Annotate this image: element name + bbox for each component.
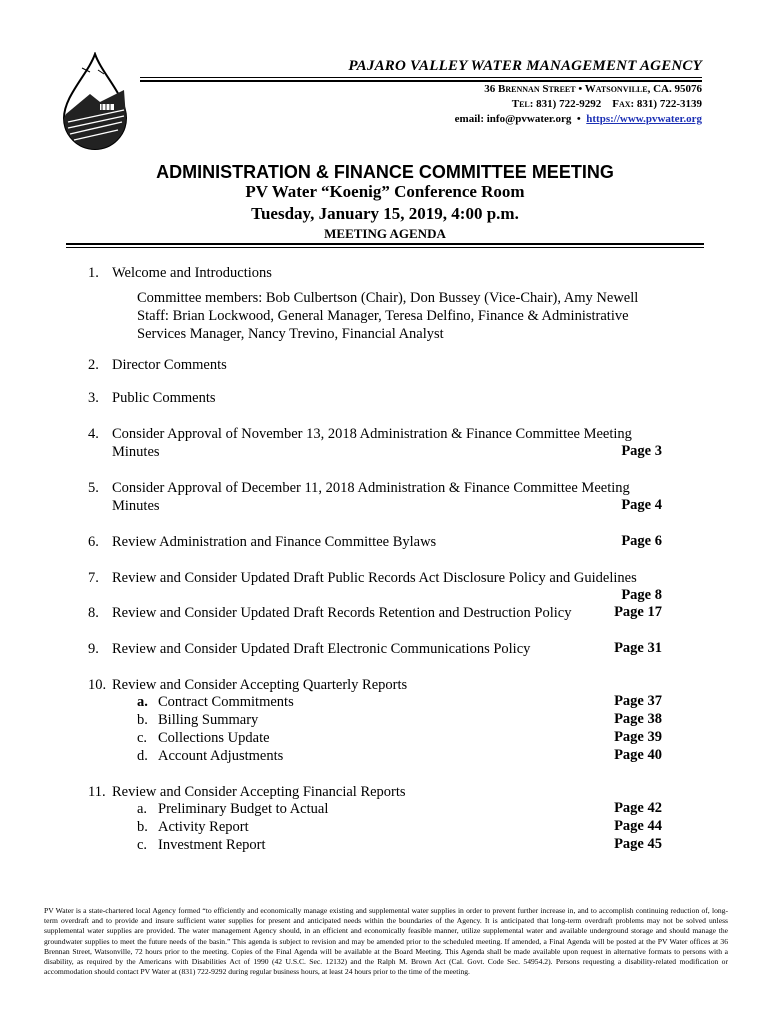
agenda-item-6-page: Page 6 [621, 533, 662, 549]
agency-fax: Fax: 831) 722-3139 [612, 98, 702, 110]
agenda-item-6: 6. Review Administration and Finance Committee Bylaws [88, 534, 437, 550]
agenda-item-5: 5. Consider Approval of December 11, 2018 Administration & Finance Committee Meeting [88, 480, 630, 496]
agenda-item-9-page: Page 31 [614, 640, 662, 656]
title-divider [66, 243, 704, 245]
agenda-item-2: 2. Director Comments [88, 357, 227, 373]
agenda-item-10a: a. Contract Commitments [137, 694, 294, 710]
agenda-item-9: 9. Review and Consider Updated Draft Electronic Communications Policy [88, 641, 531, 657]
agenda-item-11c-page: Page 45 [614, 836, 662, 852]
footer-disclaimer: PV Water is a state-chartered local Agency formed “to efficiently and economically manage existing and supplemental water supplies in order to prevent further increase in, and to accomplish continuing reduction of, long-term overdraft and to provide and insure sufficient water supplies for present and anticipated needs within the boundaries of the Agency. It is anticipated that long-term overdraft problems may not be solved unless supplemental water supplies are provided. The water management Agency should, in an efficient and economically feasible manner, utilize supplemental water and available underground storage and should manage the groundwater supplies to meet the future needs of the basin.” This agenda is subject to revision and may be amended prior to the scheduled meeting. If amended, a Final Agenda will be posted at the PV Water offices at 36 Brennan Street, Watsonville, 72 hours prior to the meeting. Copies of the Final Agenda will be available at the Board Meeting. This Agenda shall be made available upon request in alternative formats to persons with a disability, as required by the Americans with Disabilities Act of 1990 (42 U.S.C. Sec. 12132) and the Ralph M. Brown Act (Cal. Govt. Code Sec. 54954.2). Persons requesting a disability-related modification or accommodation should contact PV Water at (831) 722-9292 during regular business hours, at least 24 hours prior to the time of the meeting. [44, 906, 728, 977]
agenda-item-3: 3. Public Comments [88, 390, 216, 406]
meeting-datetime: Tuesday, January 15, 2019, 4:00 p.m. [251, 204, 519, 223]
agenda-item-5-cont: Minutes [112, 498, 160, 514]
agenda-item-10c: c. Collections Update [137, 730, 270, 746]
agency-name: PAJARO VALLEY WATER MANAGEMENT AGENCY [348, 58, 702, 74]
agenda-item-4-cont: Minutes [112, 444, 160, 460]
agenda-item-10b-page: Page 38 [614, 711, 662, 727]
agenda-item-10: 10. Review and Consider Accepting Quarterly Reports [88, 677, 408, 693]
agenda-item-10d-page: Page 40 [614, 747, 662, 763]
agenda-item-11b-page: Page 44 [614, 818, 662, 834]
agency-contact-block: 36 Brennan Street • Watsonville, CA. 95076 Tel: 831) 722-9292 Fax: 831) 722-3139 email: info@pvwater.org • https://www.pvwater.org [454, 83, 702, 125]
agenda-item-10b: b. Billing Summary [137, 712, 259, 728]
agenda-label: MEETING AGENDA [324, 226, 446, 241]
agenda-item-7: 7. Review and Consider Updated Draft Public Records Act Disclosure Policy and Guidelines [88, 570, 637, 586]
agenda-item-11b: b. Activity Report [137, 819, 249, 835]
agenda-item-11c: c. Investment Report [137, 837, 266, 853]
agenda-item-1-members: Committee members: Bob Culbertson (Chair), Don Bussey (Vice-Chair), Amy Newell [137, 290, 639, 306]
agenda-item-10a-page: Page 37 [614, 693, 662, 709]
agenda-item-7-page: Page 8 [621, 587, 662, 603]
agenda-item-10c-page: Page 39 [614, 729, 662, 745]
agenda-item-4: 4. Consider Approval of November 13, 2018 Administration & Finance Committee Meeting [88, 426, 632, 442]
agency-phone: Tel: 831) 722-9292 [511, 98, 602, 110]
agency-email: email: info@pvwater.org [454, 113, 572, 125]
agency-logo-water-drop-icon [60, 52, 130, 152]
title-divider [66, 247, 704, 248]
meeting-location: PV Water “Koenig” Conference Room [245, 182, 525, 201]
agenda-item-11: 11. Review and Consider Accepting Financial Reports [88, 784, 406, 800]
agenda-item-1: 1. Welcome and Introductions [88, 265, 272, 281]
agenda-item-1-staff-cont: Services Manager, Nancy Trevino, Financial Analyst [137, 326, 444, 342]
agenda-item-11a: a. Preliminary Budget to Actual [137, 801, 329, 817]
agency-website-link[interactable]: https://www.pvwater.org [586, 113, 702, 125]
agenda-item-4-page: Page 3 [621, 443, 662, 459]
agenda-item-8-page: Page 17 [614, 604, 662, 620]
agenda-item-10d: d. Account Adjustments [137, 748, 284, 764]
agenda-item-11a-page: Page 42 [614, 800, 662, 816]
meeting-title: ADMINISTRATION & FINANCE COMMITTEE MEETING [156, 162, 614, 182]
agency-address: 36 Brennan Street • Watsonville, CA. 95076 [484, 83, 702, 95]
agenda-item-8: 8. Review and Consider Updated Draft Records Retention and Destruction Policy [88, 605, 572, 621]
agenda-item-1-staff: Staff: Brian Lockwood, General Manager, Teresa Delfino, Finance & Administrative [137, 308, 629, 324]
agenda-item-5-page: Page 4 [621, 497, 662, 513]
header-divider [140, 77, 702, 78]
